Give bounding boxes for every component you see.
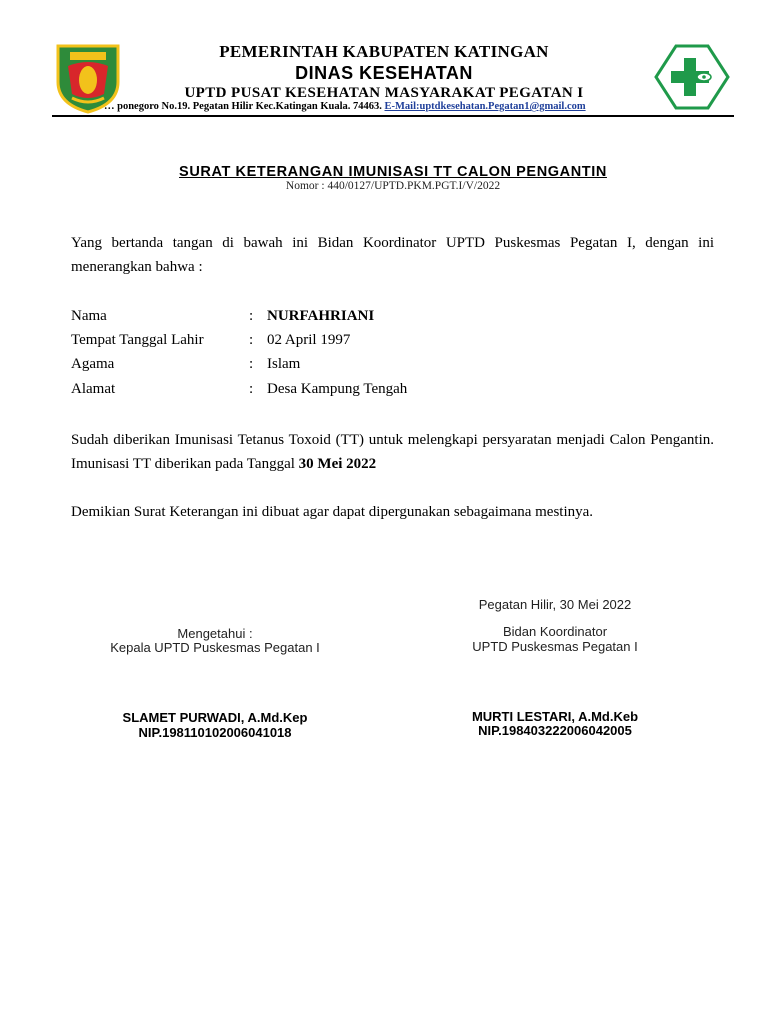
field-value: Desa Kampung Tengah [267, 381, 408, 397]
letterhead-unit: UPTD PUSAT KESEHATAN MASYARAKAT PEGATAN I [184, 85, 584, 101]
field-value: 02 April 1997 [267, 332, 351, 348]
document-number: Nomor : 440/0127/UPTD.PKM.PGT.I/V/2022 [285, 180, 501, 192]
field-label: Nama [71, 308, 107, 324]
email-link[interactable]: E-Mail:uptdkesehatan.Pegatan1@gmail.com [384, 101, 586, 112]
immunization-date: 30 Mei 2022 [298, 456, 377, 472]
letterhead-department: DINAS KESEHATAN [295, 63, 473, 83]
field-value: NURFAHRIANI [267, 308, 375, 324]
left-sign-position: Kepala UPTD Puskesmas Pegatan I [110, 640, 320, 655]
closing-paragraph: Demikian Surat Keterangan ini dibuat agar dapat dipergunakan sebagaimana mestinya. [71, 504, 594, 520]
right-signer-name: MURTI LESTARI, A.Md.Keb [471, 709, 639, 724]
left-signer-name: SLAMET PURWADI, A.Md.Kep [122, 710, 308, 725]
left-sign-caption: Mengetahui : [177, 626, 253, 641]
right-signer-nip: NIP.198403222006042005 [478, 723, 632, 738]
right-sign-caption: Bidan Koordinator [502, 624, 608, 639]
field-colon: : [249, 332, 254, 348]
field-colon: : [249, 308, 254, 324]
document-title: SURAT KETERANGAN IMUNISASI TT CALON PENGANTIN [179, 164, 607, 180]
puskesmas-logo-icon [654, 44, 730, 110]
letterhead-address [104, 101, 586, 112]
field-colon: : [249, 356, 254, 372]
field-value: Islam [267, 356, 301, 372]
place-date: Pegatan Hilir, 30 Mei 2022 [478, 597, 632, 612]
field-label: Tempat Tanggal Lahir [71, 332, 204, 348]
field-label: Alamat [71, 381, 116, 397]
left-signer-nip: NIP.198110102006041018 [138, 725, 292, 740]
letterhead-government: PEMERINTAH KABUPATEN KATINGAN [219, 42, 549, 61]
right-sign-position: UPTD Puskesmas Pegatan I [472, 639, 638, 654]
address-text: … ponegoro No.19. Pegatan Hilir Kec.Katingan Kuala. 74463. [104, 101, 382, 112]
field-label: Agama [71, 356, 115, 372]
intro-paragraph: Yang bertanda tangan di bawah ini Bidan Koordinator UPTD Puskesmas Pegatan I, dengan ini menerangkan bahwa : [71, 235, 714, 275]
field-colon: : [249, 381, 254, 397]
letterhead-divider [52, 115, 734, 117]
body-paragraph [71, 428, 714, 476]
body-text: Sudah diberikan Imunisasi Tetanus Toxoid (TT) untuk melengkapi persyaratan menjadi Calon Pengantin. Imunisasi TT diberikan pada Tanggal [71, 432, 714, 472]
